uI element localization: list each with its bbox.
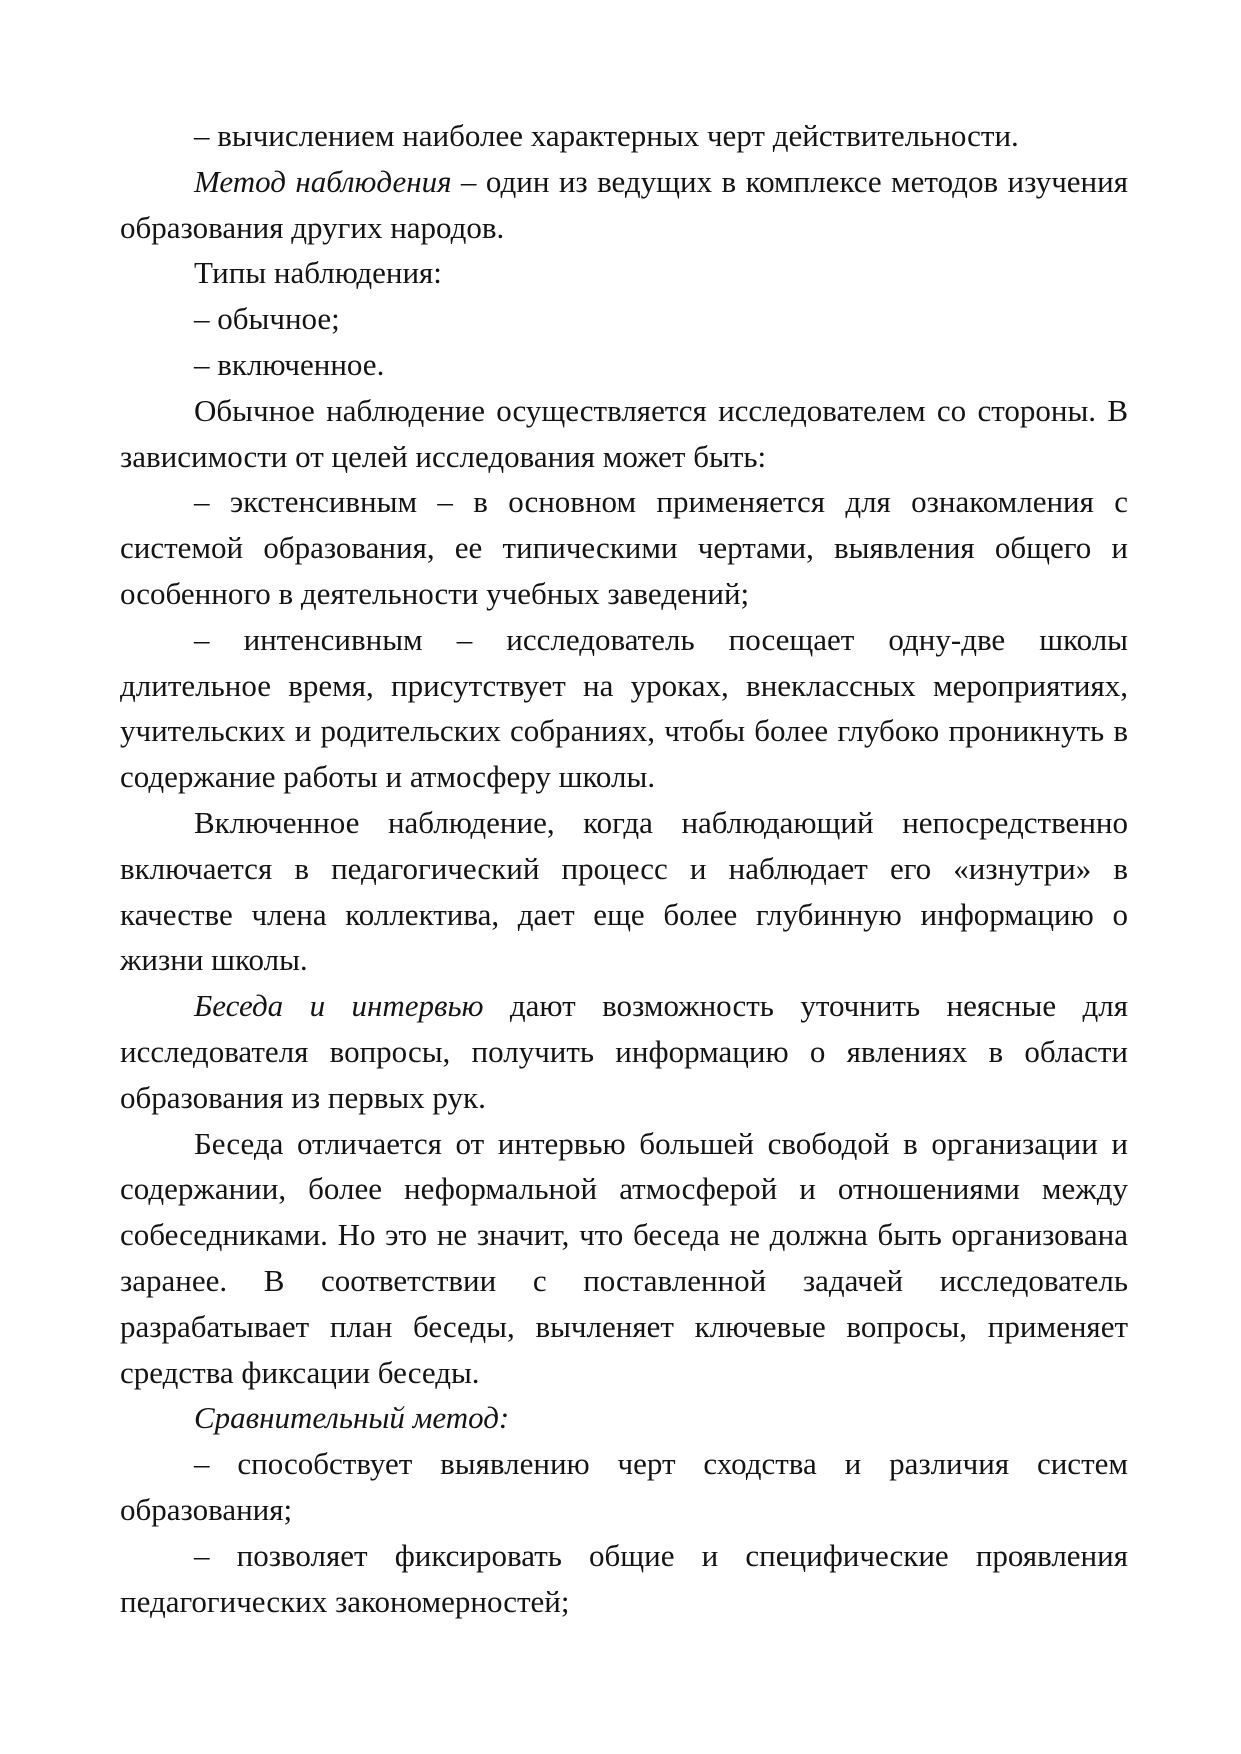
paragraph-observation-types: Типы наблюдения:: [194, 255, 442, 291]
paragraph-conversation-difference: Беседа отличается от интервью большей свободой в организации и содержании, более неформальной атмосферой и отношениями между собеседниками. Но это не значит, что беседа не должна быть организована заранее. В соответствии с поставленной задачей исследователь разрабатывает план беседы, вычленяет ключевые вопросы, применяет средства фиксации беседы.: [120, 1125, 1128, 1390]
list-item-regularities: – позволяет фиксировать общие и специфические проявления педагогических закономерностей;: [120, 1537, 1128, 1619]
list-item-similarities: – способствует выявлению черт сходства и различия систем образования;: [120, 1446, 1128, 1527]
term-observation-method: Метод наблюдения: [194, 163, 452, 199]
term-conversation-interview: Беседа и интервью: [194, 988, 484, 1024]
list-item-intensive: – интенсивным – исследователь посещает одну-две школы длительное время, присутствует на уроках, внеклассных мероприятиях, учительских и родительских собраниях, чтобы более глубоко проникнуть в содержание работы и атмосферу школы.: [120, 621, 1128, 795]
list-item-ordinary: – обычное;: [194, 301, 340, 337]
body-text: [120, 113, 1128, 1624]
list-item-included: – включенное.: [194, 346, 385, 382]
paragraph-conversation-interview: Беседа и интервью дают возможность уточнить неясные для исследователя вопросы, получить информацию о явлениях в области образования из первых рук.: [120, 988, 1128, 1115]
term-comparative-method: Сравнительный метод:: [194, 1400, 510, 1436]
list-item-extensive: – экстенсивным – в основном применяется для ознакомления с системой образования, ее типическими чертами, выявления общего и особенного в деятельности учебных заведений;: [120, 484, 1128, 611]
paragraph-included-observation: Включенное наблюдение, когда наблюдающий непосредственно включается в педагогический процесс и наблюдает его «изнутри» в качестве члена коллектива, дает еще более глубинную информацию о жизни школы.: [120, 804, 1128, 978]
paragraph-enumeration-end: – вычислением наиболее характерных черт действительности.: [194, 118, 1019, 153]
paragraph-observation-method: Метод наблюдения – один из ведущих в комплексе методов изучения образования других народов.: [120, 163, 1128, 245]
paragraph-ordinary-observation: Обычное наблюдение осуществляется исследователем со стороны. В зависимости от целей исследования может быть:: [120, 392, 1128, 474]
paragraph-comparative-method: [120, 1395, 1128, 1441]
